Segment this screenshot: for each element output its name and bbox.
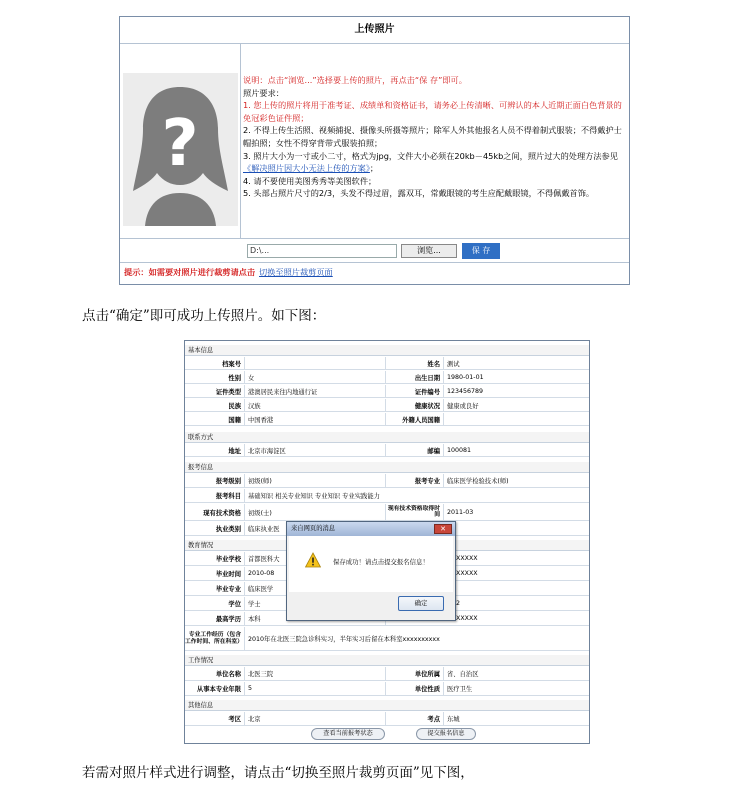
label-level: 报考级别 [185, 474, 245, 487]
section-other: 其他信息 [185, 700, 589, 711]
value-name: 测试 [447, 360, 460, 368]
value-ethnicity: 汉族 [245, 399, 386, 411]
table-row [185, 385, 589, 398]
value-foreign-nationality [444, 413, 589, 425]
value-school: 首都医科大 [245, 552, 386, 565]
value-unit-nature: 医疗卫生 [447, 686, 473, 693]
label-foreign-nationality: 外籍人员国籍 [386, 413, 444, 425]
value-id-type: 港澳居民来往内地通行证 [245, 385, 386, 397]
value-degree: 学士 [245, 597, 386, 610]
label-major: 报考专业 [386, 474, 444, 487]
table-row [185, 357, 589, 370]
table-row [185, 399, 589, 412]
table-row [185, 712, 589, 726]
file-path-input[interactable]: D:\... [247, 244, 397, 258]
label-id-no: 证件编号 [386, 385, 444, 397]
value-grad-major: 临床医学 [245, 582, 386, 595]
label-qualification: 现有技术资格 [185, 504, 245, 520]
value-address: 北京市海淀区 [245, 444, 386, 456]
value-practice-type: 临床执业医 [248, 526, 280, 533]
panel-body [120, 44, 629, 239]
crop-tip-text: 提示：如需要对照片进行裁剪请点击 [124, 267, 256, 277]
browse-button[interactable]: 浏览... [401, 244, 457, 258]
section-work: 工作情况 [185, 655, 589, 666]
table-row [185, 667, 589, 681]
table-row [185, 504, 589, 521]
requirements-text [243, 74, 628, 200]
label-unit: 单位名称 [185, 667, 245, 680]
label-grad-major: 毕业专业 [185, 582, 245, 595]
value-grad-date: 2010-08 [245, 567, 386, 580]
value-hidden-4: XXXXX [456, 615, 478, 622]
label-school: 毕业学校 [185, 552, 245, 565]
value-level: 初级(师) [245, 474, 386, 487]
section-basic: 基本信息 [185, 345, 589, 356]
value-subjects: 基础知识 相关专业知识 专业知识 专业实践能力 [248, 493, 380, 500]
crop-tip [124, 266, 333, 278]
table-row [185, 627, 589, 651]
label-unit-nature: 单位性质 [386, 682, 444, 695]
label-gender: 性别 [185, 371, 245, 383]
file-bar [120, 239, 629, 263]
label-nationality: 国籍 [185, 413, 245, 425]
label-birth: 出生日期 [386, 371, 444, 383]
value-postcode: 100081 [447, 446, 472, 454]
value-hidden-1: XXXXX [456, 555, 478, 562]
svg-text:?: ? [161, 107, 199, 181]
value-years: 5 [245, 682, 386, 695]
label-grad-date: 毕业时间 [185, 567, 245, 580]
label-archive-no: 档案号 [185, 357, 245, 369]
dialog-title: 来自网页的消息 [287, 522, 455, 536]
label-practice-type: 执业类别 [185, 522, 245, 535]
caption-upload-success: 点击“确定”即可成功上传照片。如下图： [82, 308, 326, 324]
label-unit-location: 单位所属 [386, 667, 444, 680]
value-hidden-2: XXXXX [456, 570, 478, 577]
warning-icon [305, 552, 321, 568]
requirement-2: 2. 不得上传生活照、视频捕捉、摄像头所摄等照片；除军人外其他报名人员不得着制式服装；不得戴护士帽拍照；女性不得穿背带式服装拍照； [243, 125, 622, 148]
label-id-type: 证件类型 [185, 385, 245, 397]
value-id-no: 123456789 [447, 387, 484, 395]
caption-crop-instruction: 若需对照片样式进行调整，请点击“切换至照片裁剪页面”见下图， [82, 765, 474, 781]
requirement-3-end: ； [369, 163, 379, 174]
label-postcode: 邮编 [386, 444, 444, 456]
label-district: 考区 [185, 712, 245, 725]
table-row [185, 682, 589, 696]
requirement-3-text: 3. 照片大小为一寸或小二寸，格式为jpg，文件大小必须在20kb－45kb之间，照片过大的处理方法参见 [243, 150, 618, 161]
value-qualification-date: 2011-03 [447, 508, 474, 516]
panel-title: 上传照片 [120, 17, 629, 44]
label-experience: 专业工作经历（包含工作时间、所在科室） [185, 627, 245, 650]
submit-registration-button[interactable]: 提交报名信息 [416, 728, 476, 740]
switch-to-crop-link[interactable]: 切换至照片裁剪页面 [259, 267, 333, 277]
label-education: 最高学历 [185, 612, 245, 625]
section-exam: 报考信息 [185, 462, 589, 473]
value-qualification: 初级(士) [245, 504, 386, 520]
section-education: 教育情况 [185, 540, 589, 551]
label-name: 姓名 [386, 357, 444, 369]
dialog-message: 保存成功！请点击提交报名信息！ [333, 558, 429, 566]
value-hidden-3: 2 [456, 600, 461, 607]
label-address: 地址 [185, 444, 245, 456]
value-archive-no [245, 357, 386, 369]
photo-cell [120, 44, 241, 239]
requirement-1: 1. 您上传的照片将用于准考证、成绩单和资格证书，请务必上传清晰、可辨认的本人近期正面白色背景的免冠彩色证件照； [243, 100, 622, 123]
value-experience: 2010年在北医三院急诊科实习，半年实习后留在本科室xxxxxxxxxx [248, 636, 440, 643]
ok-button[interactable]: 确定 [398, 596, 444, 611]
photo-size-solution-link[interactable]: 《解决照片因大小无法上传的方案》 [243, 163, 370, 174]
table-row [185, 413, 589, 426]
upload-note: 说明：点击“浏览...”选择要上传的照片，再点击“保 存”即可。 [243, 75, 467, 85]
upload-photo-panel [119, 16, 630, 285]
value-unit-location: 省、自治区 [447, 671, 479, 678]
label-health: 健康状况 [386, 399, 444, 411]
requirement-4: 4. 请不要使用美图秀秀等美图软件； [243, 175, 377, 186]
value-gender: 女 [245, 371, 386, 383]
requirement-5: 5. 头部占照片尺寸的2/3，头发不得过眉，露双耳，常戴眼镜的考生应配戴眼镜，不得佩戴首饰。 [243, 188, 595, 199]
value-district: 北京 [245, 712, 386, 725]
label-degree: 学位 [185, 597, 245, 610]
close-icon[interactable]: ✕ [434, 524, 452, 534]
label-qualification-date: 现有技术资格取得时间 [386, 504, 444, 520]
value-health: 健康或良好 [447, 402, 479, 410]
value-major: 临床医学检验技术(师) [447, 478, 509, 485]
value-birth: 1980-01-01 [447, 373, 484, 381]
requirements-heading: 照片要求： [243, 87, 284, 98]
dialog-content [289, 536, 453, 592]
value-nationality: 中国香港 [245, 413, 386, 425]
label-years: 从事本专业年限 [185, 682, 245, 695]
table-row [185, 474, 589, 488]
label-subjects: 报考科目 [185, 489, 245, 502]
message-dialog [286, 521, 456, 621]
value-unit: 北医三院 [245, 667, 386, 680]
requirement-3 [243, 150, 628, 175]
view-status-button[interactable]: 查看当前报考状态 [311, 728, 385, 740]
save-button[interactable]: 保 存 [462, 243, 500, 259]
section-contact: 联系方式 [185, 432, 589, 443]
table-row [185, 489, 589, 503]
label-ethnicity: 民族 [185, 399, 245, 411]
placeholder-avatar [123, 73, 238, 226]
table-row [185, 444, 589, 457]
value-education: 本科 [245, 612, 386, 625]
value-site: 东城 [447, 716, 460, 723]
avatar-silhouette-icon [123, 73, 238, 226]
label-site: 考点 [386, 712, 444, 725]
table-row [185, 371, 589, 384]
